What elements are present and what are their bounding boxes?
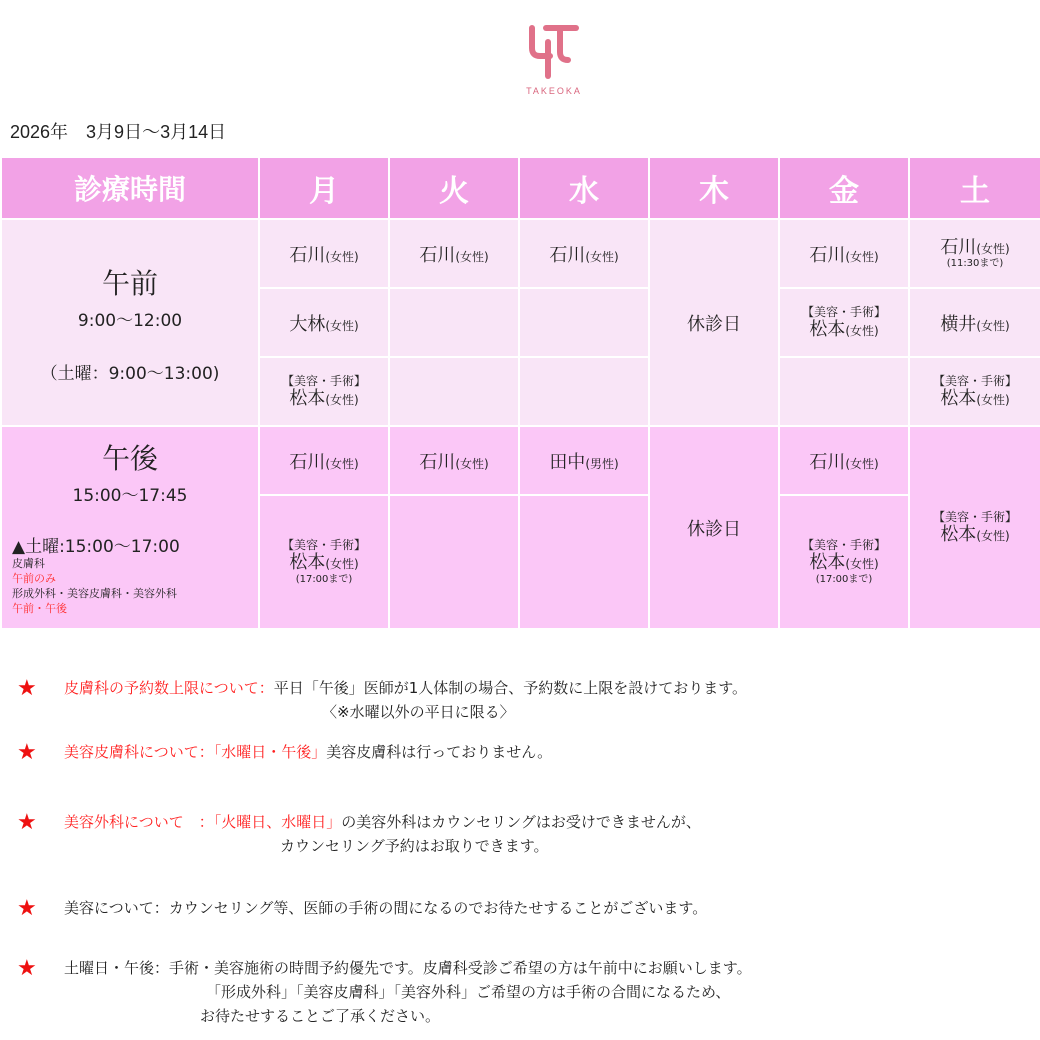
doctor-gender: (女性) [325,318,359,333]
department-tag: 【美容・手術】 [932,509,1017,524]
header-wed: 水 [519,157,649,219]
doctor-gender: (女性) [976,528,1010,543]
note-highlight: 「火曜日、水曜日」 [213,813,342,831]
pm-hours: 15:00～17:45 [72,486,188,506]
am1-wed [519,219,649,288]
star-icon: ★ [17,740,37,765]
department-tag: 【美容・手術】 [281,373,366,388]
note-label: 美容皮膚科について： [64,743,214,761]
doctor-gender: (女性) [325,456,359,471]
am-hours: 9:00～12:00 [77,310,183,331]
doctor-gender: (女性) [976,318,1010,333]
doctor-name: 石川 [809,244,846,266]
header-tue: 火 [389,157,519,219]
star-icon: ★ [17,896,37,921]
star-icon: ★ [17,810,37,835]
pm1-mon [259,426,389,495]
pm-note-dermatology: 皮膚科 [12,557,45,570]
clinic-logo [512,22,596,96]
am-saturday-hours: （土曜：9:00～13:00) [40,363,220,384]
doctor-name: 石川 [940,236,977,258]
doctor-gender: (女性) [455,249,489,264]
doctor-time-note: (17:00まで) [815,573,873,585]
pm-note-am-pm: 午前・午後 [12,601,67,615]
schedule-table [0,156,1040,630]
note-label: 美容外科について ： [64,813,214,831]
header-fri: 金 [779,157,909,219]
am-thu-closed [649,219,779,426]
doctor-time-note: (17:00まで) [295,573,353,585]
doctor-gender: (男性) [585,456,619,471]
header-row [1,157,1040,219]
doctor-name: 松本 [940,523,977,545]
doctor-name: 石川 [419,244,456,266]
doctor-name: 石川 [289,451,326,473]
doctor-name: 石川 [809,451,846,473]
pm2-mon [259,495,389,629]
header-mon: 月 [259,157,389,219]
note-continuation: カウンセリング予約はお取りできます。 [280,837,549,855]
note-label: 皮膚科の予約数上限について： [64,679,274,697]
pm2-wed [519,495,649,629]
am1-fri [779,219,909,288]
pm1-wed [519,426,649,495]
closed-label: 休診日 [687,313,741,335]
am2-sat [909,288,1040,357]
doctor-name: 大林 [289,313,326,335]
doctor-time-note: (11:30まで) [946,258,1004,270]
pm-note-departments: 形成外科・美容皮膚科・美容外科 [12,586,177,600]
schedule-date-range: 2026年 3月9日～3月14日 [10,122,227,142]
am1-mon [259,219,389,288]
pm-row-1 [1,426,1040,495]
doctor-name: 石川 [549,244,586,266]
am3-tue [389,357,519,426]
doctor-gender: (女性) [325,249,359,264]
star-icon: ★ [17,956,37,981]
doctor-gender: (女性) [976,241,1010,256]
doctor-gender: (女性) [585,249,619,264]
am1-sat [909,219,1040,288]
pm2-fri [779,495,909,629]
doctor-gender: (女性) [845,323,879,338]
am2-fri [779,288,909,357]
am3-wed [519,357,649,426]
am-time-cell [1,219,259,426]
pm-note-am-only: 午前のみ [12,571,56,585]
department-tag: 【美容・手術】 [281,538,366,552]
doctor-name: 松本 [289,552,326,574]
note-text: の美容外科はカウンセリングはお受けできませんが、 [341,813,701,831]
department-tag: 【美容・手術】 [932,373,1017,388]
note-text: 土曜日・午後：手術・美容施術の時間予約優先です。皮膚科受診ご希望の方は午前中にお願いします。 [64,959,752,977]
pm-time-cell [1,426,259,629]
am1-tue [389,219,519,288]
pm-saturday-hours: ▲土曜:15:00～17:00 [12,537,180,557]
department-tag: 【美容・手術】 [801,304,886,319]
pm-sat [909,426,1040,629]
note-text: 平日「午後」医師が1人体制の場合、予約数に上限を設けております。 [273,679,748,697]
am3-mon [259,357,389,426]
doctor-gender: (女性) [455,456,489,471]
star-icon: ★ [17,676,37,701]
am3-sat [909,357,1040,426]
am2-wed [519,288,649,357]
pm-period: 午後 [101,442,158,475]
doctor-gender: (女性) [325,557,359,572]
doctor-name: 田中 [549,451,586,473]
department-tag: 【美容・手術】 [801,538,886,552]
header-hours: 診療時間 [1,157,259,219]
am2-tue [389,288,519,357]
doctor-name: 石川 [289,244,326,266]
doctor-gender: (女性) [976,392,1010,407]
pm2-tue [389,495,519,629]
doctor-gender: (女性) [845,557,879,572]
am-period: 午前 [101,266,158,300]
note-continuation: 〈※水曜以外の平日に限る〉 [322,703,515,721]
note-continuation: 「形成外科」「美容皮膚科」「美容外科」ご希望の方は手術の合間になるため、 [206,983,731,1001]
doctor-gender: (女性) [845,249,879,264]
am3-fri [779,357,909,426]
am-row-1 [1,219,1040,288]
header-sat: 土 [909,157,1040,219]
doctor-gender: (女性) [325,392,359,407]
note-continuation: お待たせすることご了承ください。 [200,1007,441,1025]
note-text: 美容皮膚科は行っておりません。 [326,743,553,761]
doctor-name: 石川 [419,451,456,473]
am2-mon [259,288,389,357]
doctor-name: 松本 [940,387,977,409]
pm1-tue [389,426,519,495]
header-thu: 木 [649,157,779,219]
logo-text: TAKEOKA [526,86,582,96]
pm-thu-closed [649,426,779,629]
note-text: 美容について：カウンセリング等、医師の手術の間になるのでお待たせすることがございます。 [64,899,708,917]
doctor-name: 松本 [289,387,326,409]
doctor-name: 横井 [940,313,977,335]
takeoka-logo-mark [524,22,584,82]
note-highlight: 「水曜日・午後」 [213,743,327,761]
doctor-name: 松本 [809,552,846,574]
closed-label: 休診日 [687,518,741,540]
pm1-fri [779,426,909,495]
doctor-gender: (女性) [845,456,879,471]
doctor-name: 松本 [809,318,846,340]
